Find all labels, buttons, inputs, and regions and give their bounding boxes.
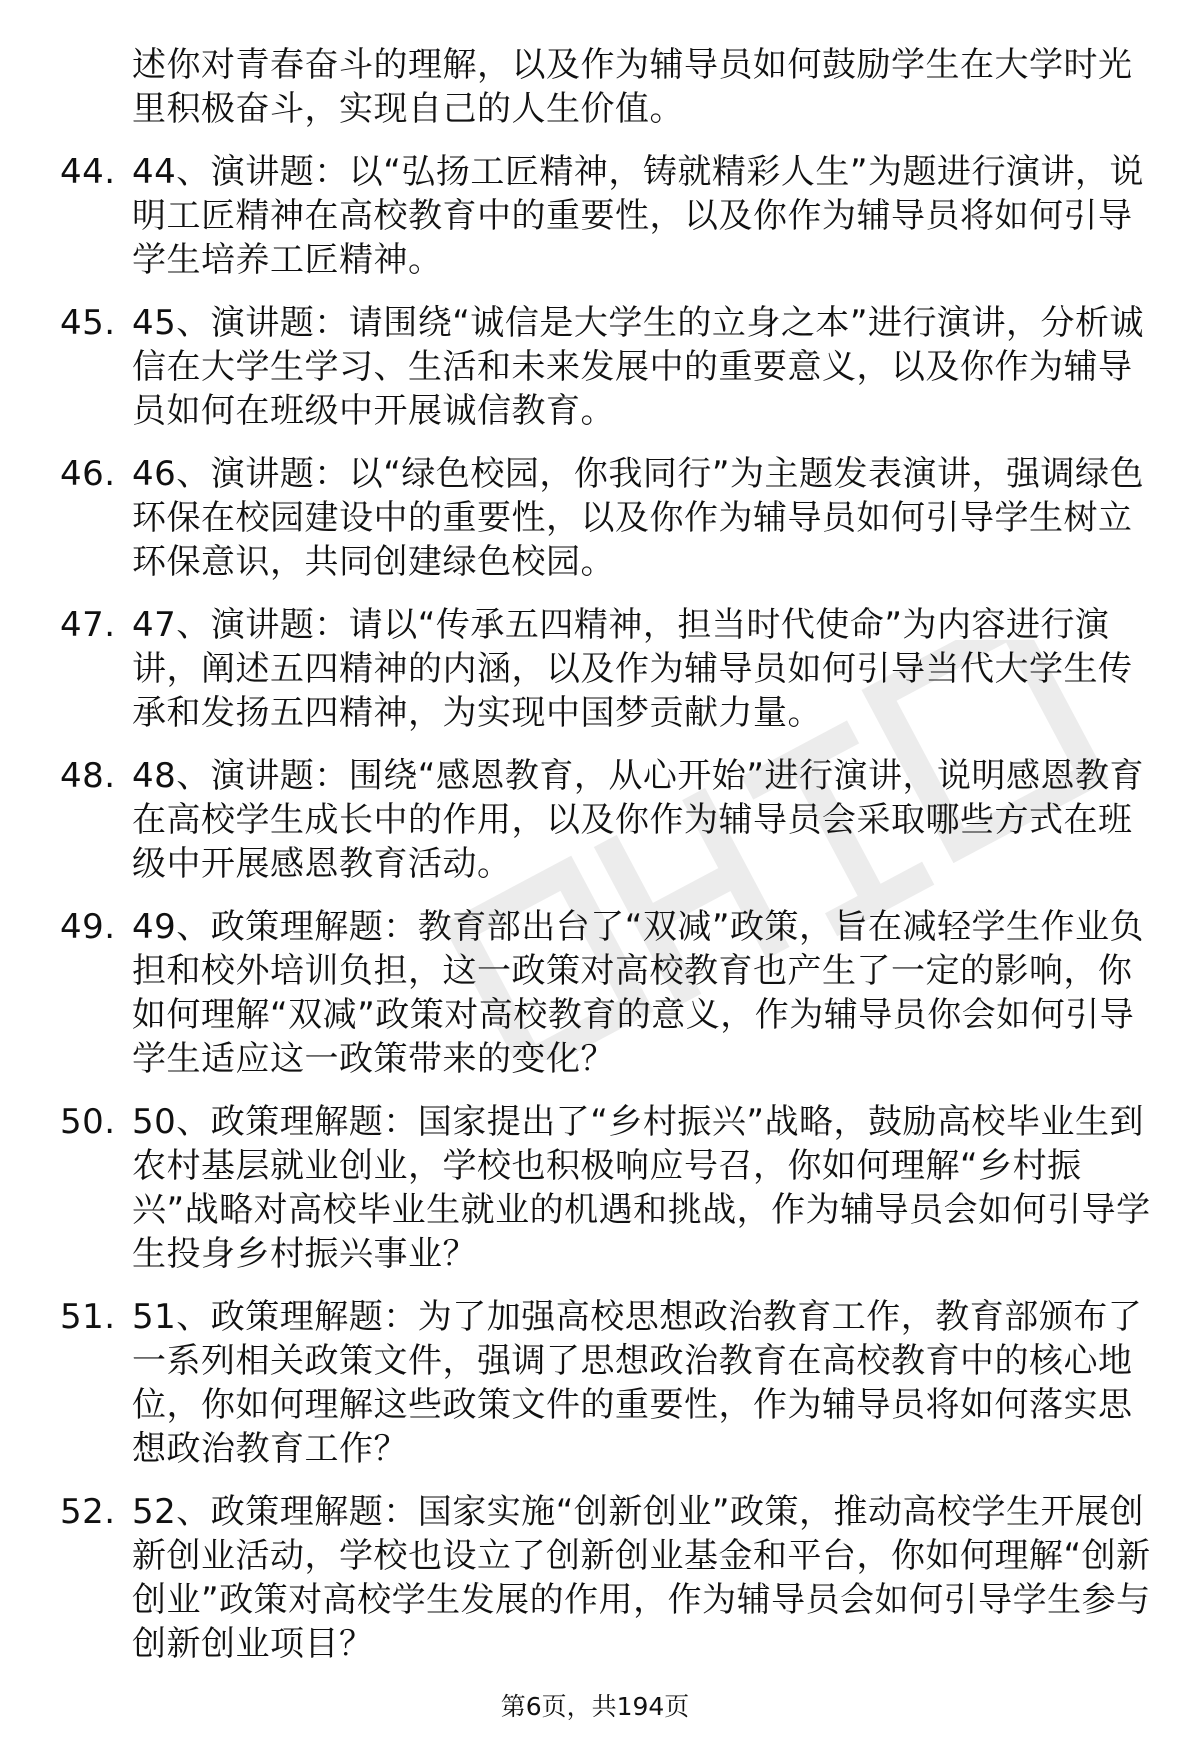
item-number: 48.: [60, 756, 116, 796]
list-item: [60, 754, 1162, 886]
item-text: 44、演讲题：以“弘扬工匠精神，铸就精彩人生”为题进行演讲，说明工匠精神在高校教育中的重要性，以及你作为辅导员将如何引导学生培养工匠精神。: [132, 152, 1144, 280]
item-text: 52、政策理解题：国家实施“创新创业”政策，推动高校学生开展创新创业活动，学校也设立了创新创业基金和平台，你如何理解“创新创业”政策对高校学生发展的作用，作为辅导员会如何引导学生参与创新创业项目？: [132, 1492, 1151, 1664]
item-text: 47、演讲题：请以“传承五四精神，担当时代使命”为内容进行演讲，阐述五四精神的内涵，以及作为辅导员如何引导当代大学生传承和发扬五四精神，为实现中国梦贡献力量。: [132, 605, 1133, 733]
item-number: 44.: [60, 152, 116, 192]
list-item: [60, 1100, 1162, 1276]
item-text: 49、政策理解题：教育部出台了“双减”政策，旨在减轻学生作业负担和校外培训负担，这一政策对高校教育也产生了一定的影响，你如何理解“双减”政策对高校教育的意义，作为辅导员你会如何引导学生适应这一政策带来的变化？: [132, 907, 1144, 1079]
item-text: 50、政策理解题：国家提出了“乡村振兴”战略，鼓励高校毕业生到农村基层就业创业，学校也积极响应号召，你如何理解“乡村振兴”战略对高校毕业生就业的机遇和挑战，作为辅导员会如何引导学生投身乡村振兴事业？: [132, 1102, 1151, 1274]
list-item: [60, 1490, 1162, 1666]
list-item: [60, 452, 1162, 584]
question-list: [0, 43, 1190, 1685]
item-text: 48、演讲题：围绕“感恩教育，从心开始”进行演讲，说明感恩教育在高校学生成长中的作用，以及你作为辅导员会采取哪些方式在班级中开展感恩教育活动。: [132, 756, 1144, 884]
list-item: [60, 301, 1162, 433]
continuation-text: 述你对青春奋斗的理解，以及作为辅导员如何鼓励学生在大学时光里积极奋斗，实现自己的人生价值。: [132, 45, 1133, 129]
item-number: 45.: [60, 303, 116, 343]
list-item: [60, 603, 1162, 735]
list-item: [60, 905, 1162, 1081]
item-number: 49.: [60, 907, 116, 947]
item-text: 51、政策理解题：为了加强高校思想政治教育工作，教育部颁布了一系列相关政策文件，强调了思想政治教育在高校教育中的核心地位，你如何理解这些政策文件的重要性，作为辅导员将如何落实思想政治教育工作？: [132, 1297, 1143, 1469]
item-text: 45、演讲题：请围绕“诚信是大学生的立身之本”进行演讲，分析诚信在大学生学习、生活和未来发展中的重要意义，以及你作为辅导员如何在班级中开展诚信教育。: [132, 303, 1144, 431]
list-item: [60, 150, 1162, 282]
item-number: 50.: [60, 1102, 116, 1142]
item-number: 51.: [60, 1297, 116, 1337]
item-number: 46.: [60, 454, 116, 494]
item-number: 52.: [60, 1492, 116, 1532]
item-text: 46、演讲题：以“绿色校园，你我同行”为主题发表演讲，强调绿色环保在校园建设中的重要性，以及你作为辅导员如何引导学生树立环保意识，共同创建绿色校园。: [132, 454, 1144, 582]
page-footer: 第6页，共194页: [500, 1692, 690, 1721]
item-number: 47.: [60, 605, 116, 645]
list-item: [60, 1295, 1162, 1471]
